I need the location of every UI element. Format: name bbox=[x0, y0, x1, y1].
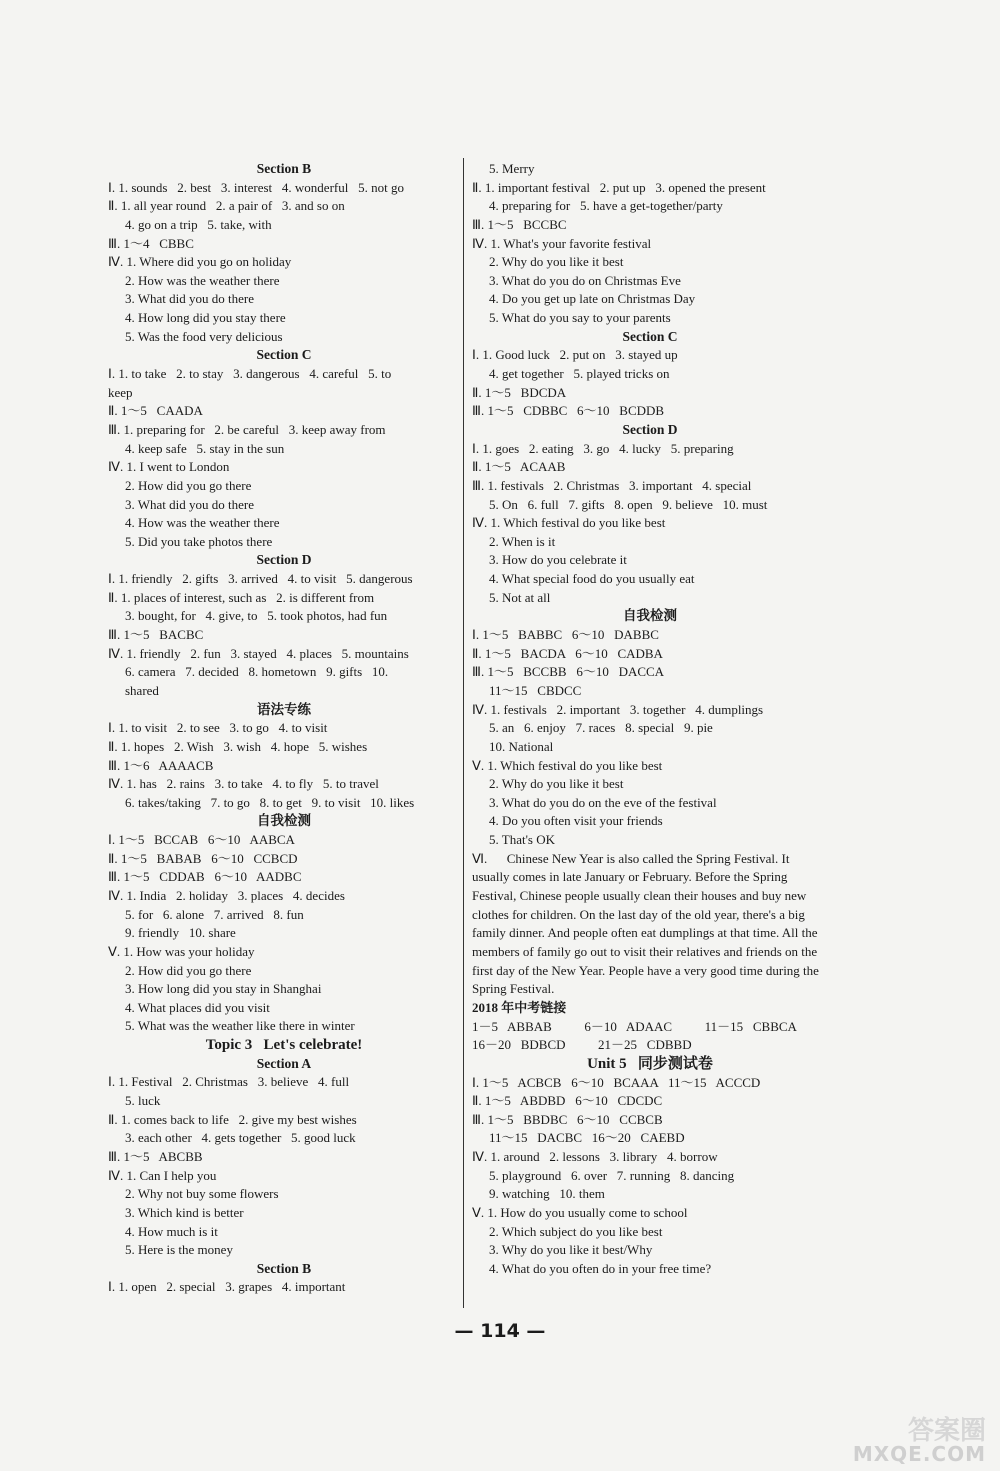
answer-line: 3. Which kind is better bbox=[125, 1204, 244, 1220]
answer-line: 5. What was the weather like there in winter bbox=[125, 1018, 355, 1034]
answer-line: 11～15 CBDCC bbox=[489, 682, 582, 698]
answer-line: Ⅲ. 1～6 AAAACB bbox=[108, 757, 214, 773]
answer-line: 5. Here is the money bbox=[125, 1242, 233, 1258]
answer-line: shared bbox=[125, 682, 159, 698]
answer-line: 5. On 6. full 7. gifts 8. open 9. believe 10. must bbox=[489, 496, 768, 512]
answer-line: Ⅰ. 1. goes 2. eating 3. go 4. lucky 5. preparing bbox=[472, 440, 734, 456]
answer-line: 3. How do you celebrate it bbox=[489, 552, 627, 568]
answer-line: 2. When is it bbox=[489, 533, 556, 549]
section-heading: Section C bbox=[256, 347, 312, 363]
answer-line: Ⅳ. 1. India 2. holiday 3. places 4. decides bbox=[108, 887, 345, 903]
left-answer-column bbox=[108, 160, 460, 1297]
answer-line: 9. friendly 10. share bbox=[125, 925, 236, 941]
answer-line: Ⅱ. 1. important festival 2. put up 3. opened the present bbox=[472, 179, 766, 195]
answer-line: Ⅳ. 1. Where did you go on holiday bbox=[108, 254, 292, 270]
answer-line: 4. preparing for 5. have a get-together/party bbox=[489, 198, 723, 214]
answer-line: Ⅰ. 1. friendly 2. gifts 3. arrived 4. to visit 5. dangerous bbox=[108, 571, 413, 587]
watermark-logo: 答案圈 bbox=[907, 1416, 986, 1446]
answer-line: Ⅲ. 1～5 BCCBB 6～10 DACCA bbox=[472, 664, 665, 680]
answer-line: Ⅱ. 1. places of interest, such as 2. is different from bbox=[108, 589, 375, 605]
answer-line: 9. watching 10. them bbox=[489, 1186, 605, 1202]
answer-line: 11～15 DACBC 16～20 CAEBD bbox=[489, 1130, 685, 1146]
answer-line: 4. Do you get up late on Christmas Day bbox=[489, 291, 696, 307]
writing-passage: Ⅵ. Chinese New Year is also called the Spring Festival. It usually comes in late January or February. Before the Spring Festival, Chinese people usually clean their houses and buy new clothes for children. On the last day of the old year, there's a big family dinner. And people often eat dumplings at that time. All the members of family go out to visit their relatives and friends on the first day of the New Year. People have a very good time during the Spring Festival. bbox=[472, 850, 823, 997]
section-heading: Section D bbox=[256, 552, 312, 568]
answer-line: Ⅲ. 1. preparing for 2. be careful 3. keep away from bbox=[108, 421, 386, 437]
answer-line: Ⅱ. 1～5 BABAB 6～10 CCBCD bbox=[108, 850, 298, 866]
unit-heading: Unit 5 同步测试卷 bbox=[587, 1055, 713, 1072]
answer-line: Ⅴ. 1. Which festival do you like best bbox=[472, 757, 663, 773]
answer-line: 2. How did you go there bbox=[125, 962, 252, 978]
answer-line: Ⅳ. 1. has 2. rains 3. to take 4. to fly 5. to travel bbox=[108, 776, 379, 792]
answer-line: 3. What did you do there bbox=[125, 291, 255, 307]
answer-line: Ⅲ. 1～5 BCCBC bbox=[472, 216, 567, 232]
answer-line: 4. How long did you stay there bbox=[125, 310, 286, 326]
answer-line: Ⅱ. 1～5 BACDA 6～10 CADBA bbox=[472, 645, 663, 661]
answer-line: Ⅰ. 1. sounds 2. best 3. interest 4. wonderful 5. not go bbox=[108, 179, 404, 195]
answer-line: Ⅳ. 1. around 2. lessons 3. library 4. borrow bbox=[472, 1149, 718, 1165]
answer-line: 2. How did you go there bbox=[125, 477, 252, 493]
section-heading: Section B bbox=[256, 1260, 312, 1276]
answer-line: 2. Why do you like it best bbox=[489, 254, 624, 270]
answer-line: 5. an 6. enjoy 7. races 8. special 9. pie bbox=[489, 720, 713, 736]
answer-line: Ⅴ. 1. How do you usually come to school bbox=[472, 1205, 688, 1220]
answer-line: Ⅱ. 1～5 ABDBD 6～10 CDCDC bbox=[472, 1093, 663, 1109]
answer-line: Ⅱ. 1～5 ACAAB bbox=[472, 459, 566, 475]
answer-line: 5. That's OK bbox=[489, 832, 556, 848]
answer-line: 4. What do you often do in your free time? bbox=[489, 1260, 712, 1276]
exam-link-heading: 2018 年中考链接 bbox=[472, 999, 567, 1015]
answer-line: 2. How was the weather there bbox=[125, 272, 280, 288]
answer-line: Ⅲ. 1～5 BBDBC 6～10 CCBCB bbox=[472, 1111, 663, 1127]
answer-line: Ⅰ. 1. open 2. special 3. grapes 4. important bbox=[108, 1279, 346, 1295]
answer-line: Ⅱ. 1. all year round 2. a pair of 3. and so on bbox=[108, 198, 345, 214]
answer-line: Ⅳ. 1. festivals 2. important 3. together 4. dumplings bbox=[472, 701, 764, 717]
answer-line: Ⅳ. 1. Can I help you bbox=[108, 1167, 217, 1183]
answer-line: Ⅱ. 1. hopes 2. Wish 3. wish 4. hope 5. wishes bbox=[108, 738, 368, 754]
answer-line: 3. bought, for 4. give, to 5. took photos, had fun bbox=[125, 608, 388, 624]
column-divider bbox=[463, 158, 464, 1308]
answer-line: 4. How was the weather there bbox=[125, 515, 280, 531]
section-heading: Section C bbox=[622, 328, 678, 344]
answer-line: Ⅰ. 1. Festival 2. Christmas 3. believe 4. full bbox=[108, 1074, 350, 1090]
answer-line: Ⅲ. 1～5 ABCBB bbox=[108, 1148, 203, 1164]
answer-line: 5. playground 6. over 7. running 8. dancing bbox=[489, 1167, 735, 1183]
answer-line: 4. How much is it bbox=[125, 1223, 218, 1239]
answer-line: 5. luck bbox=[125, 1093, 161, 1109]
answer-line: Ⅰ. 1～5 ACBCB 6～10 BCAAA 11～15 ACCCD bbox=[472, 1074, 761, 1090]
section-heading: Section A bbox=[256, 1055, 312, 1071]
answer-line: 4. go on a trip 5. take, with bbox=[125, 216, 272, 232]
section-heading: 自我检测 bbox=[257, 813, 311, 829]
page-number: — 114 — bbox=[454, 1320, 546, 1342]
answer-line: 5. for 6. alone 7. arrived 8. fun bbox=[125, 906, 304, 922]
answer-line: Ⅰ. 1. to take 2. to stay 3. dangerous 4. careful 5. to bbox=[108, 366, 392, 382]
answer-line: 2. Why do you like it best bbox=[489, 776, 624, 792]
answer-line: 4. keep safe 5. stay in the sun bbox=[125, 440, 285, 456]
answer-line: Ⅲ. 1～5 CDDAB 6～10 AADBC bbox=[108, 869, 302, 885]
answer-line: 3. What did you do there bbox=[125, 496, 255, 512]
watermark bbox=[828, 1410, 996, 1470]
answer-line: 16－20 BDBCD 21－25 CDBBD bbox=[472, 1037, 692, 1053]
answer-line: 3. What do you do on Christmas Eve bbox=[489, 272, 681, 288]
answer-line: 4. What special food do you usually eat bbox=[489, 571, 695, 587]
answer-line: Ⅰ. 1～5 BABBC 6～10 DABBC bbox=[472, 627, 659, 643]
answer-line: Ⅳ. 1. friendly 2. fun 3. stayed 4. places 5. mountains bbox=[108, 645, 409, 661]
answer-line: 4. get together 5. played tricks on bbox=[489, 366, 670, 382]
section-heading: Section D bbox=[622, 421, 678, 437]
answer-line: Ⅲ. 1. festivals 2. Christmas 3. important 4. special bbox=[472, 477, 752, 493]
answer-line: Ⅲ. 1～4 CBBC bbox=[108, 235, 194, 251]
answer-line: Ⅱ. 1～5 BDCDA bbox=[472, 384, 567, 400]
unit-heading: Topic 3 Let's celebrate! bbox=[205, 1037, 363, 1054]
answer-line: Ⅲ. 1～5 CDBBC 6～10 BCDDB bbox=[472, 403, 665, 419]
answer-line: Ⅳ. 1. Which festival do you like best bbox=[472, 515, 666, 531]
answer-line: 2. Which subject do you like best bbox=[489, 1223, 663, 1239]
section-heading: Section B bbox=[256, 161, 312, 176]
answer-line: Ⅱ. 1. comes back to life 2. give my best wishes bbox=[108, 1111, 357, 1127]
answer-line: 5. Was the food very delicious bbox=[125, 328, 283, 344]
answer-line: 3. What do you do on the eve of the festival bbox=[489, 794, 717, 810]
watermark-site: MXQE.COM bbox=[852, 1442, 986, 1466]
answer-line: Ⅰ. 1. to visit 2. to see 3. to go 4. to visit bbox=[108, 720, 328, 736]
section-heading: 自我检测 bbox=[623, 608, 677, 624]
answer-line: keep bbox=[108, 384, 133, 400]
answer-line: Ⅲ. 1～5 BACBC bbox=[108, 627, 204, 643]
answer-line: 6. camera 7. decided 8. hometown 9. gifts 10. bbox=[125, 664, 389, 680]
answer-line: 1－5 ABBAB 6－10 ADAAC 11－15 CBBCA bbox=[472, 1018, 797, 1034]
answer-line: 6. takes/taking 7. to go 8. to get 9. to visit 10. likes bbox=[125, 794, 415, 810]
answer-line: Ⅳ. 1. What's your favorite festival bbox=[472, 235, 652, 251]
right-answer-column bbox=[472, 160, 828, 1279]
answer-line: 5. What do you say to your parents bbox=[489, 310, 671, 326]
answer-line: Ⅱ. 1～5 CAADA bbox=[108, 403, 203, 419]
answer-line: 4. What places did you visit bbox=[125, 999, 270, 1015]
answer-line: 10. National bbox=[489, 738, 554, 754]
section-heading: 语法专练 bbox=[257, 701, 311, 717]
answer-line: 5. Not at all bbox=[489, 589, 551, 605]
answer-line: Ⅳ. 1. I went to London bbox=[108, 459, 230, 475]
answer-line: 3. each other 4. gets together 5. good luck bbox=[125, 1130, 356, 1146]
answer-line: 5. Merry bbox=[489, 161, 535, 176]
answer-line: Ⅰ. 1～5 BCCAB 6～10 AABCA bbox=[108, 832, 295, 848]
answer-line: 3. Why do you like it best/Why bbox=[489, 1242, 653, 1258]
answer-line: 4. Do you often visit your friends bbox=[489, 813, 663, 829]
answer-line: 2. Why not buy some flowers bbox=[125, 1186, 279, 1202]
answer-line: 5. Did you take photos there bbox=[125, 533, 273, 549]
answer-line: 3. How long did you stay in Shanghai bbox=[125, 981, 322, 997]
answer-line: Ⅴ. 1. How was your holiday bbox=[108, 943, 255, 959]
answer-line: Ⅰ. 1. Good luck 2. put on 3. stayed up bbox=[472, 347, 678, 363]
